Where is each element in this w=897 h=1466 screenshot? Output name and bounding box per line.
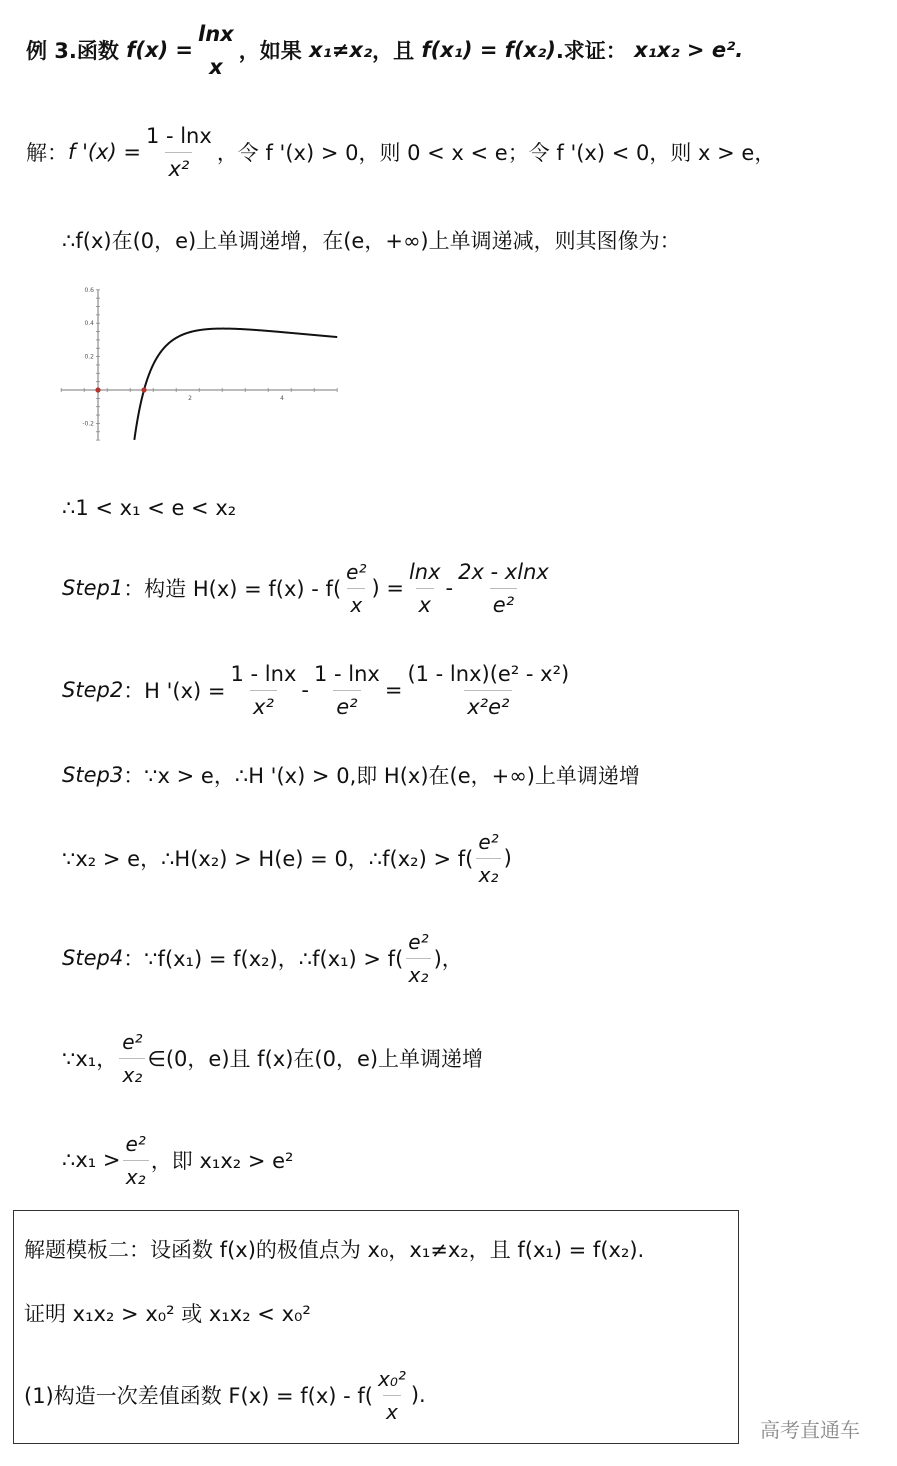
template-box: [13, 1210, 739, 1444]
template-line-2: [24, 1283, 311, 1343]
ordering-text: ∴1 < x₁ < e < x₂: [62, 496, 237, 520]
fraction-numerator: e²: [122, 1029, 143, 1054]
example-label: 例 3.函数: [26, 39, 119, 63]
monotonic-text: ∴f(x)在(0，e)上单调递增，在(e，+∞)上单调递减，则其图像为：: [62, 229, 681, 253]
function-def: f(x) =: [126, 38, 194, 62]
fraction-denominator: x²: [165, 152, 192, 181]
x-tick-label: 4: [280, 395, 284, 402]
condition-neq: x₁≠x₂: [309, 38, 373, 62]
fraction-denominator: x²: [250, 690, 277, 719]
fraction-numerator: 1 - lnx: [230, 661, 297, 686]
y-tick-label: -0.2: [82, 420, 94, 428]
fraction-e2-over-x2: [122, 1132, 148, 1189]
template-text-2: 证明 x₁x₂ > x₀² 或 x₁x₂ < x₀²: [24, 1302, 311, 1326]
fraction-numerator: e²: [125, 1131, 146, 1156]
step3: [62, 745, 640, 805]
text-prove: .求证：: [555, 39, 627, 63]
fraction-lnx-over-x: [406, 560, 444, 617]
interval-pre: ∵x₁，: [62, 1047, 118, 1071]
final-conclusion: [62, 1130, 293, 1190]
fraction-numerator: lnx: [198, 21, 234, 46]
template-line-1: [24, 1219, 644, 1279]
fraction-numerator: (1 - lnx)(e² - x²): [407, 661, 570, 686]
fraction-denominator: x²e²: [464, 690, 512, 719]
text-if: ，如果: [238, 39, 302, 63]
fraction-2: [311, 662, 383, 719]
y-tick-label: 0.2: [84, 353, 94, 361]
fraction-2x-minus-xlnx: [455, 560, 552, 617]
goal-inequality: x₁x₂ > e².: [634, 38, 744, 62]
fraction-numerator: 1 - lnx: [313, 661, 380, 686]
fraction-denominator: e²: [333, 690, 360, 719]
fraction-e2-over-x2: [119, 1030, 145, 1087]
step-label: Step1: [62, 576, 124, 600]
final-post: ，即 x₁x₂ > e²: [150, 1149, 294, 1173]
solution-derivative: [26, 122, 775, 182]
fraction-3: [404, 662, 572, 719]
step1: [62, 558, 554, 618]
text-and: ，且: [372, 39, 415, 63]
x-tick-label: 2: [188, 395, 192, 402]
step4-close: )，: [433, 947, 463, 971]
step-label: Step3: [62, 763, 124, 787]
fraction-e2-over-x: [343, 560, 369, 617]
fraction-numerator: e²: [346, 559, 367, 584]
fraction-denominator: e²: [490, 588, 517, 617]
fraction-e2-over-x2: [475, 830, 501, 887]
x2-close: ): [503, 846, 512, 870]
solution-prefix: 解：: [26, 141, 68, 165]
interval-membership: [62, 1028, 483, 1088]
derivative-fraction: [143, 124, 215, 181]
final-pre: ∴x₁ >: [62, 1148, 121, 1172]
conclusion-ordering: [62, 478, 236, 538]
template-text-3-close: ).: [410, 1383, 426, 1407]
fraction-denominator: x₂: [119, 1058, 145, 1087]
step2: [62, 660, 574, 720]
template-line-3: [24, 1365, 426, 1425]
function-curve: [134, 329, 337, 440]
template-text-1: 解题模板二：设函数 f(x)的极值点为 x₀，x₁≠x₂，且 f(x₁) = f(x₂).: [24, 1238, 645, 1262]
x2-text: ∵x₂ > e，∴H(x₂) > H(e) = 0，∴f(x₂) > f(: [62, 847, 474, 871]
fraction-numerator: x₀²: [377, 1366, 406, 1391]
step4-text: ：∵f(x₁) = f(x₂)，∴f(x₁) > f(: [123, 947, 404, 971]
step1-close: ) =: [371, 576, 404, 600]
example-statement: [26, 20, 743, 80]
step-label: Step4: [62, 946, 124, 970]
fraction-x0sq-over-x: [375, 1367, 409, 1424]
fraction-e2-over-x2: [405, 930, 431, 987]
minus-sign: -: [301, 678, 309, 702]
fraction-denominator: x: [206, 50, 226, 79]
fraction-lnx-over-x: [195, 22, 237, 79]
monotonic-statement: [62, 210, 681, 270]
y-tick-label: 0.6: [84, 286, 94, 294]
template-text-3: (1)构造一次差值函数 F(x) = f(x) - f(: [24, 1384, 373, 1408]
fraction-1: [228, 662, 300, 719]
fraction-denominator: x: [383, 1395, 401, 1424]
equals-sign: =: [384, 678, 403, 702]
fraction-denominator: x: [347, 588, 365, 617]
fraction-numerator: 2x - xlnx: [458, 559, 549, 584]
fraction-numerator: 1 - lnx: [145, 123, 212, 148]
step4: [62, 928, 463, 988]
interval-post: ∈(0，e)且 f(x)在(0，e)上单调递增: [147, 1047, 484, 1071]
fraction-denominator: x₂: [406, 958, 432, 987]
derivative-lhs: f '(x) =: [68, 140, 141, 164]
derivative-sign-analysis: ，令 f '(x) > 0，则 0 < x < e；令 f '(x) < 0，则 x > e，: [216, 141, 776, 165]
fraction-denominator: x₂: [123, 1160, 149, 1189]
step1-text: ：构造 H(x) = f(x) - f(: [123, 577, 342, 601]
fraction-numerator: lnx: [408, 559, 441, 584]
fraction-numerator: e²: [478, 829, 499, 854]
fraction-denominator: x: [416, 588, 434, 617]
curve-point: [141, 387, 146, 392]
step3-text: ：∵x > e，∴H '(x) > 0,即 H(x)在(e，+∞)上单调递增: [123, 764, 640, 788]
watermark: 高考直通车: [760, 1418, 860, 1442]
x2-inequality: [62, 828, 512, 888]
minus-sign: -: [445, 576, 454, 600]
function-graph: [58, 280, 348, 460]
step2-text: ：H '(x) =: [123, 679, 226, 703]
curve-point: [95, 387, 100, 392]
condition-equal: f(x₁) = f(x₂): [421, 38, 556, 62]
y-tick-label: 0.4: [84, 320, 94, 328]
step-label: Step2: [62, 678, 124, 702]
fraction-denominator: x₂: [476, 858, 502, 887]
fraction-numerator: e²: [408, 929, 429, 954]
